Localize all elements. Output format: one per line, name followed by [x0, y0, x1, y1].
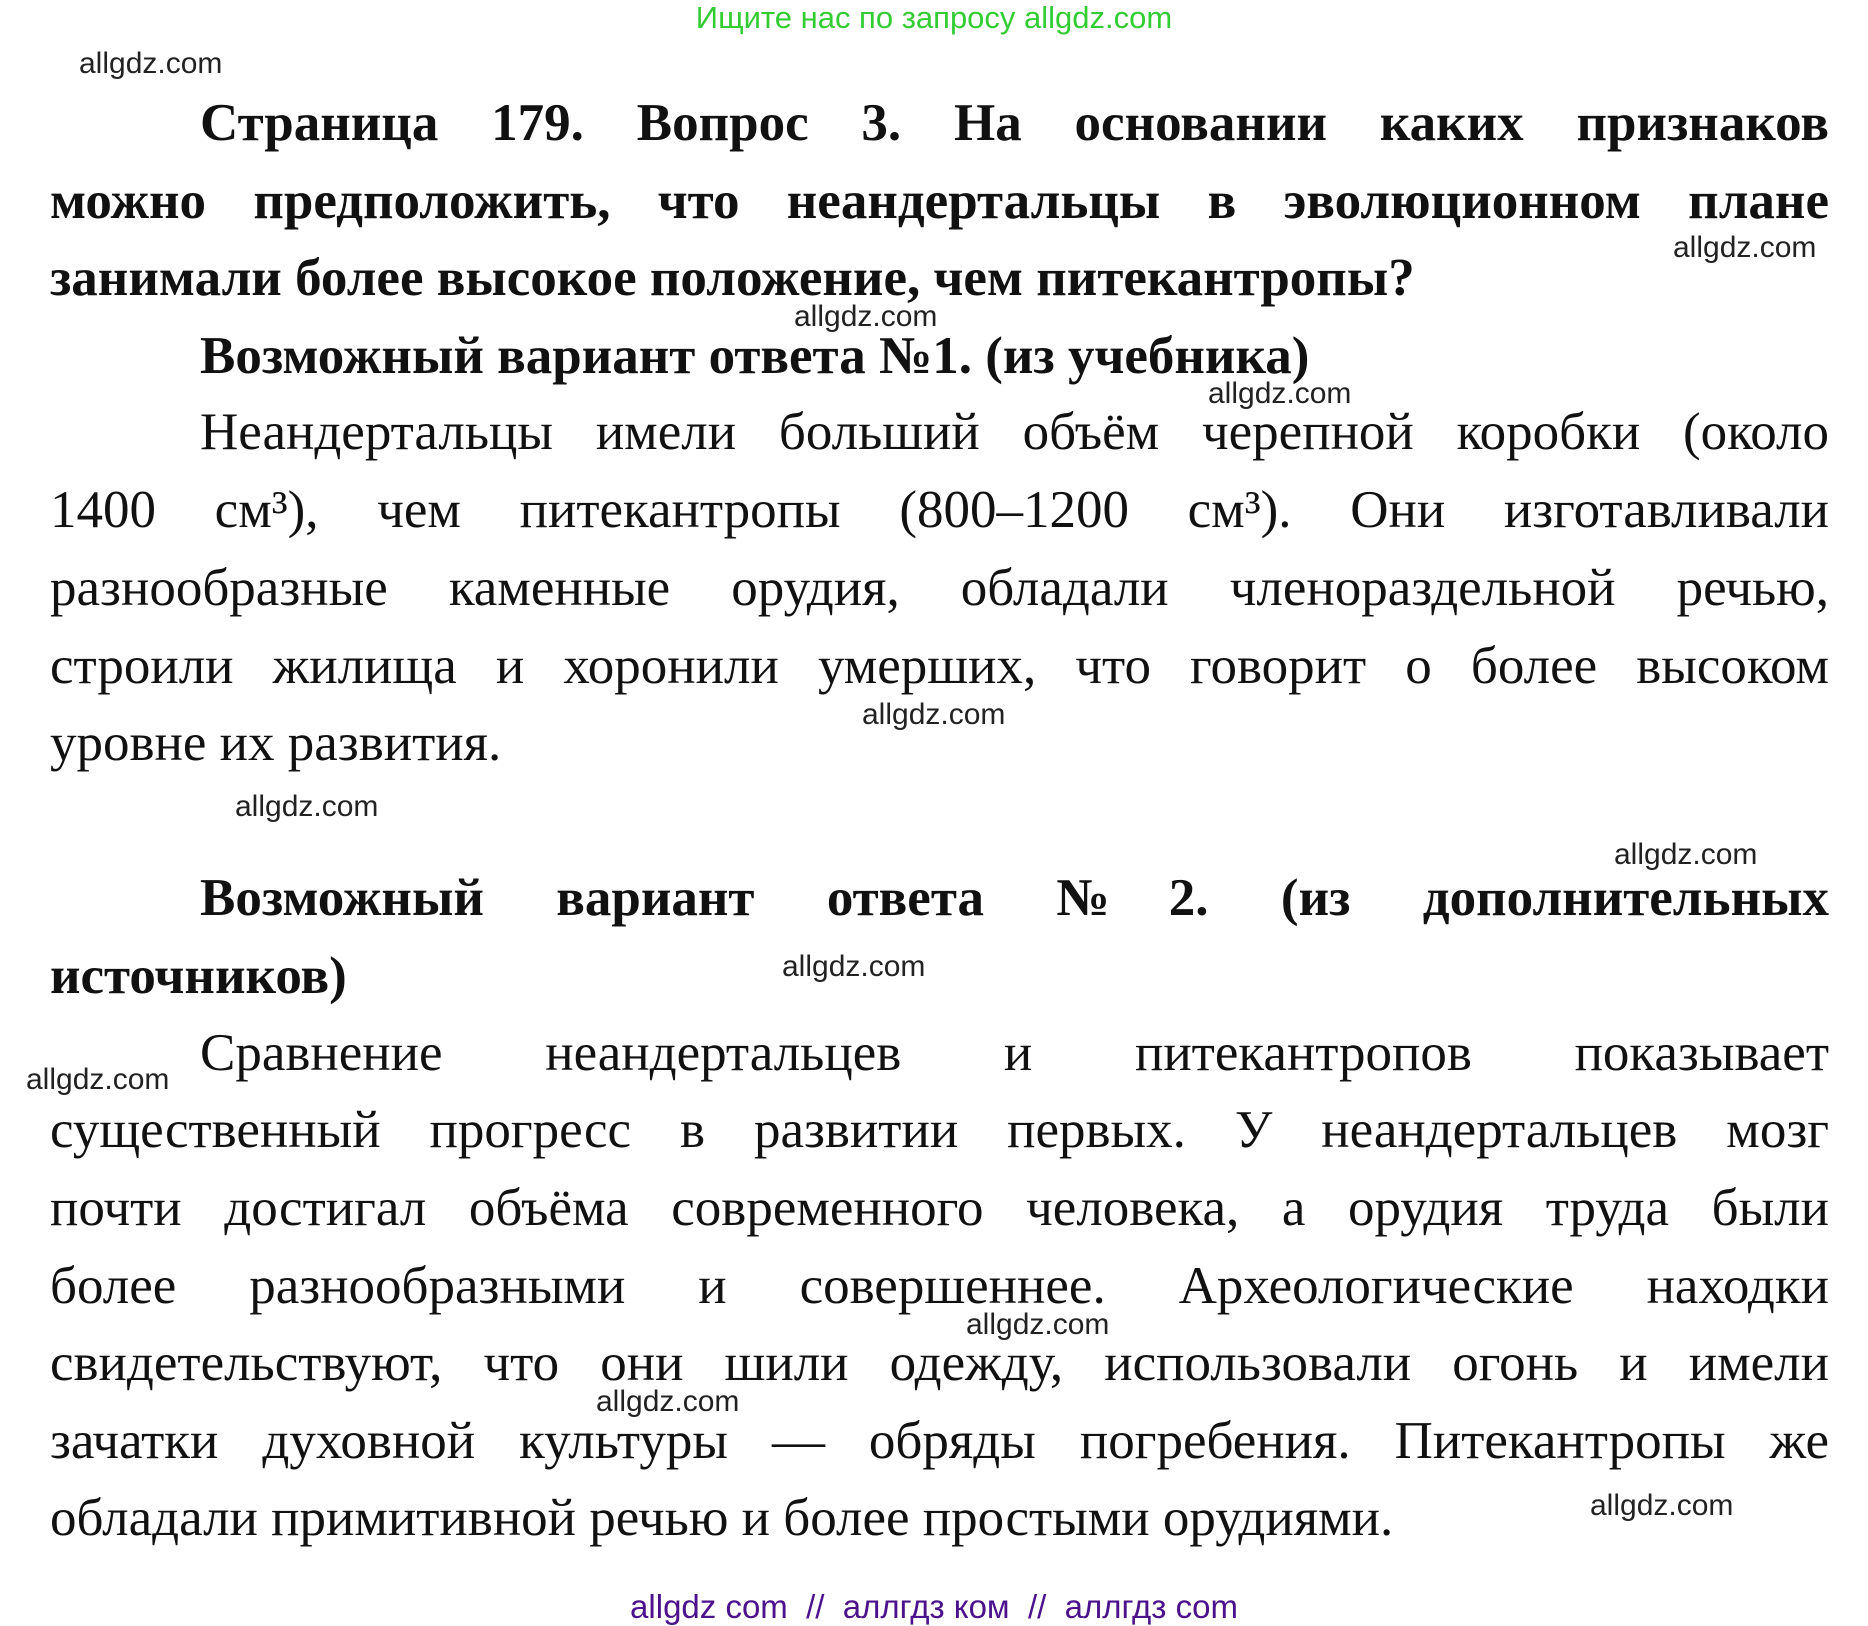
- answer-text-line: существенный прогресс в развитии первых. У неандертальцев мозг: [50, 1101, 1829, 1159]
- answer-text-line: зачатки духовной культуры — обряды погребения. Питекантропы же: [50, 1412, 1829, 1470]
- question-line: Страница 179. Вопрос 3. На основании каких признаков: [200, 94, 1829, 152]
- watermark-text: allgdz.com: [794, 300, 938, 333]
- watermark-text: allgdz.com: [966, 1308, 1110, 1341]
- answer-text-line: свидетельствуют, что они шили одежду, использовали огонь и имели: [50, 1334, 1829, 1392]
- watermark-text: allgdz.com: [1208, 377, 1352, 410]
- answer-heading-line: Возможный вариант ответа №1. (из учебника): [200, 327, 1310, 385]
- answer-text-line: 1400 см³), чем питекантропы (800–1200 см³). Они изготавливали: [50, 481, 1829, 539]
- answer-text-line: Неандертальцы имели больший объём черепной коробки (около: [200, 403, 1829, 461]
- footer-watermark: allgdz com // аллгдз ком // аллгдз com: [630, 1588, 1238, 1625]
- watermark-text: allgdz.com: [596, 1385, 740, 1418]
- watermark-text: allgdz.com: [26, 1063, 170, 1096]
- question-line: можно предположить, что неандертальцы в эволюционном плане: [50, 172, 1829, 230]
- watermark-text: allgdz.com: [782, 950, 926, 983]
- watermark-text: allgdz.com: [235, 790, 379, 823]
- answer-heading-line: источников): [50, 947, 347, 1005]
- search-banner: Ищите нас по запросу allgdz.com: [695, 0, 1173, 35]
- question-line: занимали более высокое положение, чем питекантропы?: [50, 249, 1415, 307]
- answer-text-line: уровне их развития.: [50, 714, 502, 772]
- watermark-text: allgdz.com: [1590, 1489, 1734, 1522]
- answer-text-line: почти достигал объёма современного человека, а орудия труда были: [50, 1179, 1829, 1237]
- watermark-text: allgdz.com: [1673, 231, 1817, 264]
- answer-heading-line: Возможный вариант ответа №2. (из дополнительных: [200, 869, 1829, 927]
- answer-text-line: обладали примитивной речью и более простыми орудиями.: [50, 1489, 1394, 1547]
- watermark-text: allgdz.com: [862, 698, 1006, 731]
- watermark-text: allgdz.com: [79, 47, 223, 80]
- answer-text-line: Сравнение неандертальцев и питекантропов показывает: [200, 1024, 1829, 1082]
- answer-text-line: строили жилища и хоронили умерших, что говорит о более высоком: [50, 637, 1829, 695]
- answer-text-line: разнообразные каменные орудия, обладали членораздельной речью,: [50, 559, 1829, 617]
- watermark-text: allgdz.com: [1614, 838, 1758, 871]
- answer-text-line: более разнообразными и совершеннее. Археологические находки: [50, 1257, 1829, 1315]
